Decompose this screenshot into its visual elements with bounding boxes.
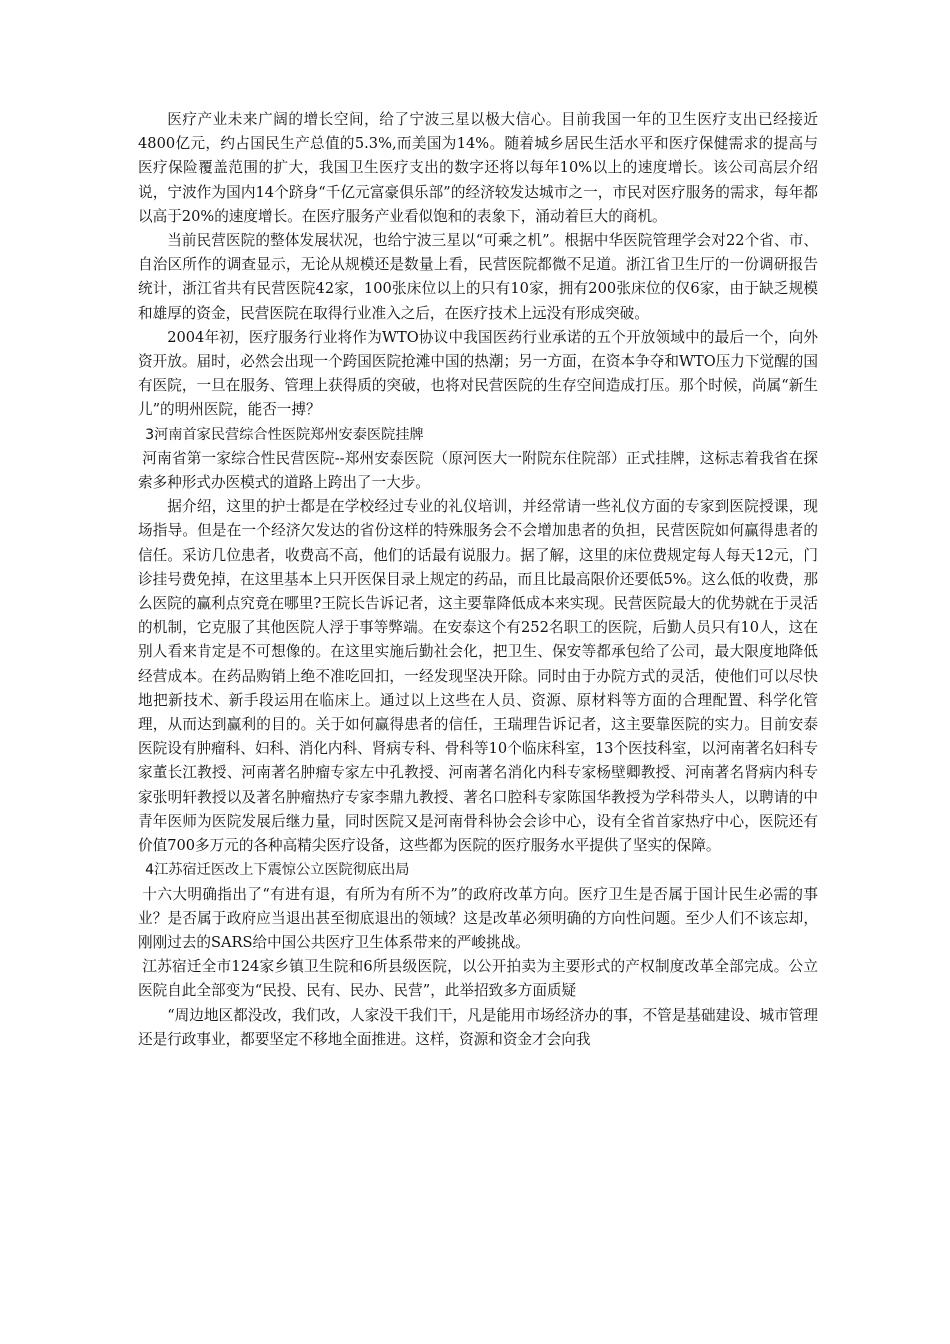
paragraph-quote: “周边地区都没改，我们改，人家没干我们干，凡是能用市场经济办的事，不管是基础建设、城市管理还是行政事业，都要坚定不移地全面推进。这样，资源和资金才会向我 bbox=[138, 1006, 818, 1048]
paragraph-reform-direction: 十六大明确指出了“有进有退，有所为有所不为”的政府改革方向。医疗卫生是否属于国计民生必需的事业？是否属于政府应当退出甚至彻底退出的领域？这是改革必须明确的方向性问题。至少人们不该忘却，刚刚过去的SARS给中国公共医疗卫生体系带来的严峻挑战。 bbox=[138, 885, 818, 951]
section-heading-suqian: 4江苏宿迁医改上下震惊公立医院彻底出局 bbox=[145, 862, 410, 879]
document-body bbox=[138, 108, 818, 1052]
section-heading-henan: 3河南首家民营综合性医院郑州安泰医院挂牌 bbox=[145, 426, 424, 443]
paragraph-suqian-reform: 江苏宿迁全市124家乡镇卫生院和6所县级医院，以公开拍卖为主要形式的产权制度改革全部完成。公立医院自此全部变为“民投、民有、民办、民营”，此举招致多方面质疑 bbox=[138, 958, 818, 1000]
paragraph-healthcare-growth: 医疗产业未来广阔的增长空间，给了宁波三星以极大信心。目前我国一年的卫生医疗支出已经接近4800亿元，约占国民生产总值的5.3%,而美国为14%。随着城乡居民生活水平和医疗保健需求的提高与医疗保险覆盖范围的扩大，我国卫生医疗支出的数字还将以每年10%以上的速度增长。该公司高层介绍说，宁波作为国内14个跻身“千亿元富豪俱乐部”的经济较发达城市之一，市民对医疗服务的需求，每年都以高于20%的速度增长。在医疗服务产业看似饱和的表象下，涌动着巨大的商机。 bbox=[138, 111, 818, 225]
paragraph-wto-opening: 2004年初，医疗服务行业将作为WTO协议中我国医药行业承诺的五个开放领域中的最后一个，向外资开放。届时，必然会出现一个跨国医院抢滩中国的热潮；另一方面，在资本争夺和WTO压力下觉醒的国有医院，一旦在服务、管理上获得质的突破，也将对民营医院的生存空间造成打压。那个时候，尚属“新生儿”的明州医院，能否一搏？ bbox=[138, 328, 818, 419]
paragraph-private-hospitals: 当前民营医院的整体发展状况，也给宁波三星以“可乘之机”。根据中华医院管理学会对22个省、市、自治区所作的调查显示，无论从规模还是数量上看，民营医院都微不足道。浙江省卫生厅的一份调研报告统计，浙江省共有民营医院42家，100张床位以上的只有10家，拥有200张床位的仅6家，由于缺乏规模和雄厚的资金，民营医院在取得行业准入之后，在医疗技术上远没有形成突破。 bbox=[138, 232, 818, 322]
paragraph-antai-details: 据介绍，这里的护士都是在学校经过专业的礼仪培训，并经常请一些礼仪方面的专家到医院授课，现场指导。但是在一个经济欠发达的省份这样的特殊服务会不会增加患者的负担，民营医院如何赢得患者的信任。采访几位患者，收费高不高，他们的话最有说服力。据了解，这里的床位费规定每人每天12元，门诊挂号费免掉，在这里基本上只开医保目录上规定的药品，而且比最高限价还要低5%。这么低的收费，那么医院的赢利点究竟在哪里?王院长告诉记者，这主要靠降低成本来实现。民营医院最大的优势就在于灵活的机制，它克服了其他医院人浮于事等弊端。在安泰这个有252名职工的医院，后勤人员只有10人，这在别人看来肯定是不可想像的。在这里实施后勤社会化，把卫生、保安等都承包给了公司，最大限度地降低经营成本。在药品购销上绝不准吃回扣，一经发现坚决开除。同时由于办院方式的灵活，使他们可以尽快地把新技术、新手段运用在临床上。通过以上这些在人员、资源、原材料等方面的合理配置、科学化管理，从而达到赢利的目的。关于如何赢得患者的信任，王瑞理告诉记者，这主要靠医院的实力。目前安泰医院设有肿瘤科、妇科、消化内科、肾病专科、骨科等10个临床科室，13个医技科室，以河南著名妇科专家董长江教授、河南著名肿瘤专家左中孔教授、河南著名消化内科专家杨壁卿教授、河南著名肾病内科专家张明轩教授以及著名肿瘤热疗专家李鼎九教授、著名口腔科专家陈国华教授为学科带头人，以聘请的中青年医师为医院发展后继力量，同时医院又是河南骨科协会会诊中心，设有全省首家热疗中心，医院还有价值700多万元的各种高精尖医疗设备，这些都为医院的医疗服务水平提供了坚实的保障。 bbox=[138, 498, 818, 855]
paragraph-antai-opening: 河南省第一家综合性民营医院--郑州安泰医院（原河医大一附院东住院部）正式挂牌，这标志着我省在探索多种形式办医模式的道路上跨出了一大步。 bbox=[138, 449, 818, 492]
